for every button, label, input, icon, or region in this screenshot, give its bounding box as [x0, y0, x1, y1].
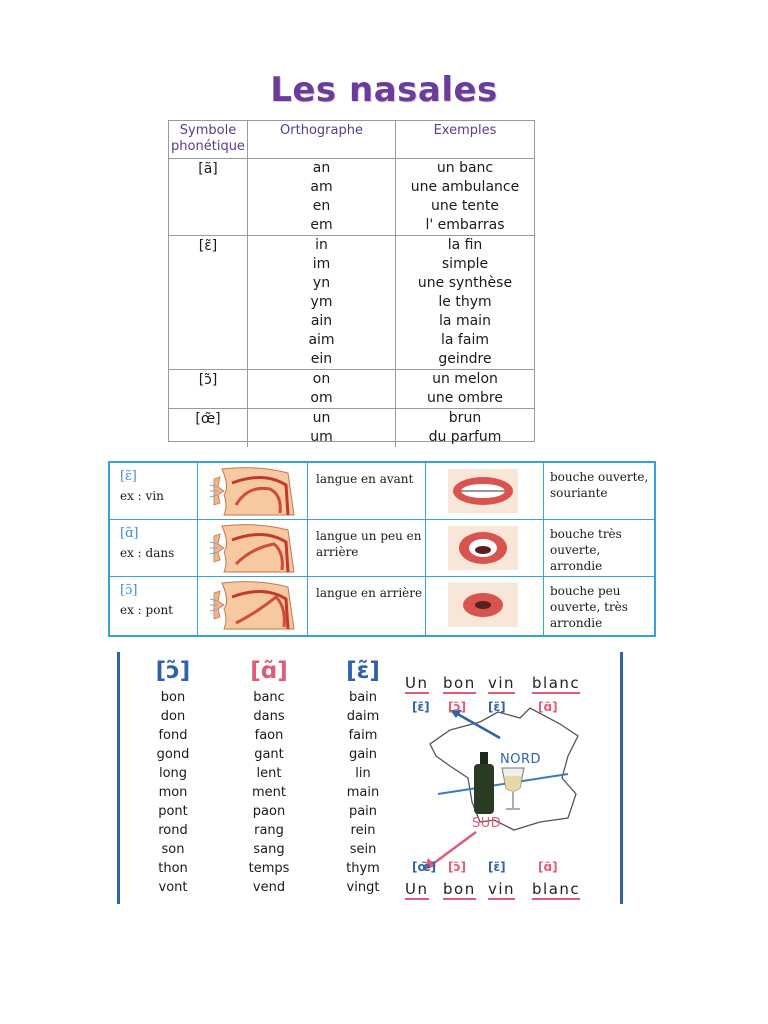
- phrase-word-text: bon: [443, 880, 476, 898]
- word: lin: [355, 766, 371, 781]
- phrase-word-text: blanc: [532, 880, 581, 898]
- nasal-spelling-table: [168, 120, 535, 445]
- tongue-position: langue en arrière: [308, 577, 426, 635]
- spelling: ein: [310, 351, 333, 367]
- example: la main: [439, 313, 491, 329]
- phrase-word-text: bon: [443, 674, 476, 692]
- mouth-shape-illustration: [426, 463, 544, 519]
- phrase-word-text: vin: [488, 880, 516, 898]
- table-row: [169, 370, 534, 409]
- phrase-word: [405, 674, 429, 694]
- mouth-shape-illustration: [426, 577, 544, 635]
- word: vend: [252, 880, 286, 895]
- sound-example: ex : pont: [120, 603, 173, 617]
- tongue-profile-illustration: [198, 520, 308, 576]
- table-row: [169, 409, 534, 447]
- phrase-word: [488, 880, 515, 900]
- example: une ambulance: [410, 179, 520, 195]
- header-examples: Exemples: [433, 123, 497, 138]
- spelling: im: [312, 256, 331, 272]
- examples-cell: [396, 159, 534, 235]
- word: vingt: [346, 880, 380, 895]
- word: sang: [253, 842, 285, 857]
- word-column: [128, 652, 218, 897]
- spelling: en: [312, 198, 331, 214]
- word: pain: [348, 804, 378, 819]
- sound-symbol: [ɑ̃]: [120, 526, 139, 541]
- spelling: yn: [312, 275, 331, 291]
- column-symbol: [ɛ̃]: [346, 658, 380, 684]
- phrase-word: [443, 880, 476, 900]
- spelling: in: [315, 237, 328, 253]
- header-spelling: Orthographe: [248, 121, 396, 158]
- phonetic-symbol: [ã]: [169, 159, 248, 235]
- sound-example: ex : dans: [120, 546, 175, 560]
- sound-example: ex : vin: [120, 489, 164, 503]
- example: geindre: [438, 351, 492, 367]
- phonetic-symbol: [ɔ̃]: [169, 370, 248, 408]
- word: sein: [349, 842, 377, 857]
- phrase-word: [488, 674, 515, 694]
- example: du parfum: [428, 429, 502, 445]
- sound-cell: [110, 463, 198, 519]
- example: une synthèse: [417, 275, 513, 291]
- sound-symbol: [ɛ̃]: [120, 469, 137, 484]
- examples-cell: [396, 409, 534, 447]
- phrase-word-text: blanc: [532, 674, 581, 692]
- tongue-profile-illustration: [198, 577, 308, 635]
- spelling: an: [312, 160, 331, 176]
- phrase-word: [443, 674, 476, 694]
- sound-cell: [110, 520, 198, 576]
- example: une tente: [431, 198, 499, 214]
- word: long: [158, 766, 188, 781]
- articulation-table: [108, 461, 656, 637]
- word: lent: [256, 766, 282, 781]
- example: un banc: [436, 160, 494, 176]
- page-title: Les nasales: [270, 70, 498, 110]
- word: faim: [348, 728, 378, 743]
- spelling: ym: [310, 294, 333, 310]
- examples-cell: [396, 236, 534, 369]
- south-label: SUD: [472, 816, 502, 831]
- example: la faim: [441, 332, 489, 348]
- word: fond: [158, 728, 188, 743]
- word: daim: [346, 709, 380, 724]
- word: main: [346, 785, 380, 800]
- word: don: [160, 709, 186, 724]
- word: son: [161, 842, 185, 857]
- examples-cell: [396, 370, 534, 408]
- phrase-symbol: [ɛ̃]: [412, 700, 430, 714]
- example: brun: [448, 410, 482, 426]
- phonetic-symbol: [œ̃]: [169, 409, 248, 447]
- column-symbol: [ɔ̃]: [155, 658, 191, 684]
- spelling: em: [310, 217, 333, 233]
- mouth-shape: bouche ouverte, souriante: [550, 470, 649, 500]
- word: gond: [156, 747, 190, 762]
- phrase-symbol: [ɔ̃]: [448, 700, 467, 714]
- spelling-cell: [248, 409, 396, 447]
- word: bain: [348, 690, 378, 705]
- phrase-word: [532, 674, 580, 694]
- tongue-position: langue en avant: [308, 463, 426, 519]
- word: gant: [254, 747, 284, 762]
- phrase-word-text: vin: [488, 674, 516, 692]
- word: pont: [158, 804, 188, 819]
- phrase-symbol: [ɔ̃]: [448, 860, 467, 874]
- sound-cell: [110, 577, 198, 635]
- example: un melon: [432, 371, 498, 387]
- north-label: NORD: [500, 752, 541, 767]
- word: thon: [158, 861, 188, 876]
- spelling-cell: [248, 370, 396, 408]
- phrase-word-text: Un: [405, 674, 429, 692]
- example: simple: [441, 256, 489, 272]
- spelling: am: [310, 179, 333, 195]
- word: gain: [348, 747, 378, 762]
- word: rond: [158, 823, 188, 838]
- table-header: [169, 121, 534, 159]
- spelling: aim: [308, 332, 335, 348]
- word: mon: [158, 785, 188, 800]
- table-row: [110, 577, 654, 635]
- word: dans: [253, 709, 285, 724]
- word-column: [318, 652, 408, 897]
- phrase-word: [405, 880, 429, 900]
- phrase-word-text: Un: [405, 880, 429, 898]
- word: rein: [350, 823, 376, 838]
- word: thym: [346, 861, 380, 876]
- word: vont: [158, 880, 188, 895]
- phonetic-symbol: [ɛ̃]: [169, 236, 248, 369]
- mouth-shape-illustration: [426, 520, 544, 576]
- example: l' embarras: [425, 217, 505, 233]
- table-row: [169, 159, 534, 236]
- word-column: [224, 652, 314, 897]
- phrase-word: [532, 880, 580, 900]
- example: une ombre: [427, 390, 503, 406]
- tongue-position: langue un peu en arrière: [308, 520, 426, 576]
- sound-symbol: [ɔ̃]: [120, 583, 138, 598]
- mouth-shape: bouche très ouverte, arrondie: [550, 527, 622, 573]
- word: bon: [160, 690, 186, 705]
- table-row: [110, 520, 654, 577]
- tongue-profile-illustration: [198, 463, 308, 519]
- phrase-symbol: [œ̃]: [412, 860, 437, 874]
- column-symbol: [ɑ̃]: [250, 658, 288, 684]
- phrase-symbol: [ɑ̃]: [538, 700, 558, 714]
- table-row: [110, 463, 654, 520]
- phrase-symbol: [ɑ̃]: [538, 860, 558, 874]
- spelling-cell: [248, 159, 396, 235]
- table-row: [169, 236, 534, 370]
- phrase-symbol: [ɛ̃]: [488, 860, 506, 874]
- word: ment: [252, 785, 286, 800]
- example: le thym: [438, 294, 492, 310]
- mouth-shape: bouche peu ouverte, très arrondie: [550, 584, 628, 630]
- spelling: on: [312, 371, 331, 387]
- word: banc: [253, 690, 285, 705]
- word: rang: [254, 823, 284, 838]
- phrase-symbol: [ɛ̃]: [488, 700, 506, 714]
- example: la fin: [447, 237, 483, 253]
- word-columns-panel: [117, 652, 623, 904]
- spelling: un: [312, 410, 331, 426]
- word: paon: [252, 804, 286, 819]
- spelling: um: [310, 429, 333, 445]
- spelling-cell: [248, 236, 396, 369]
- word: faon: [254, 728, 284, 743]
- word: temps: [248, 861, 290, 876]
- header-symbol: Symbole phonétique: [169, 121, 248, 158]
- spelling: ain: [310, 313, 333, 329]
- spelling: om: [310, 390, 333, 406]
